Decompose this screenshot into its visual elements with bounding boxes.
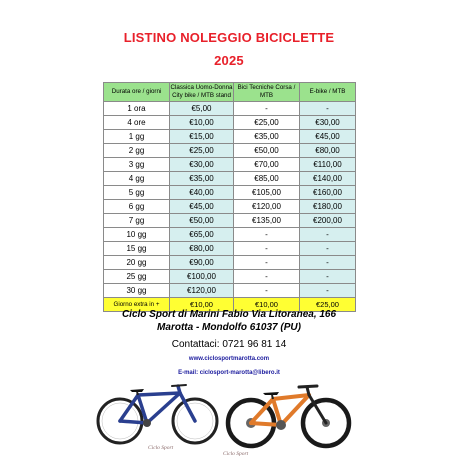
bike-saddle <box>263 392 279 395</box>
cell-classic-price: €15,00 <box>170 130 234 144</box>
cell-ebike-price: - <box>300 270 356 284</box>
page-year: 2025 <box>214 53 244 68</box>
mountain-bike-image <box>223 383 353 449</box>
cell-duration: 10 gg <box>104 228 170 242</box>
cell-duration: Giorno extra in + <box>104 298 170 312</box>
cell-classic-price: €40,00 <box>170 186 234 200</box>
header-classic: Classica Uomo-Donna City bike / MTB stand <box>170 83 234 102</box>
table-header-row <box>104 83 356 102</box>
cell-ebike-price: €140,00 <box>300 172 356 186</box>
cell-classic-price: €30,00 <box>170 158 234 172</box>
cell-classic-price: €65,00 <box>170 228 234 242</box>
cell-technical-price: - <box>234 102 300 116</box>
bike-brand-label-2: Ciclo Sport <box>223 451 249 457</box>
cell-duration: 4 gg <box>104 172 170 186</box>
page-title: LISTINO NOLEGGIO BICICLETTE <box>123 30 335 45</box>
bike-saddle <box>130 389 144 392</box>
header-ebike: E-bike / MTB <box>300 83 356 102</box>
cell-classic-price: €10,00 <box>170 116 234 130</box>
cell-technical-price: €105,00 <box>234 186 300 200</box>
table-row <box>104 228 356 242</box>
cell-duration: 4 ore <box>104 116 170 130</box>
cell-classic-price: €120,00 <box>170 284 234 298</box>
cell-technical-price: €25,00 <box>234 116 300 130</box>
table-row <box>104 200 356 214</box>
cell-technical-price: €50,00 <box>234 144 300 158</box>
table-row <box>104 172 356 186</box>
cell-ebike-price: €80,00 <box>300 144 356 158</box>
email-link[interactable]: E-mail: ciclosport-marotta@libero.it <box>178 370 280 376</box>
cell-ebike-price: - <box>300 256 356 270</box>
cell-technical-price: €70,00 <box>234 158 300 172</box>
cell-ebike-price: €25,00 <box>300 298 356 312</box>
cell-classic-price: €45,00 <box>170 200 234 214</box>
cell-duration: 2 gg <box>104 144 170 158</box>
table-row <box>104 102 356 116</box>
cell-ebike-price: €30,00 <box>300 116 356 130</box>
table-row <box>104 116 356 130</box>
cell-ebike-price: €160,00 <box>300 186 356 200</box>
website-link[interactable]: www.ciclosportmarotta.com <box>188 356 270 362</box>
cell-technical-price: - <box>234 228 300 242</box>
cell-duration: 1 ora <box>104 102 170 116</box>
cell-classic-price: €100,00 <box>170 270 234 284</box>
table-row <box>104 186 356 200</box>
cell-classic-price: €35,00 <box>170 172 234 186</box>
shop-address-line2: Marotta - Mondolfo 61037 (PU) <box>157 322 301 333</box>
cell-classic-price: €10,00 <box>170 298 234 312</box>
cell-classic-price: €80,00 <box>170 242 234 256</box>
cell-technical-price: €135,00 <box>234 214 300 228</box>
cell-duration: 20 gg <box>104 256 170 270</box>
cell-technical-price: - <box>234 284 300 298</box>
cell-technical-price: €85,00 <box>234 172 300 186</box>
table-row <box>104 242 356 256</box>
cell-ebike-price: - <box>300 228 356 242</box>
shop-address-line1: Ciclo Sport di Marini Fabio Via Litoranea, 166 <box>121 309 337 320</box>
cell-ebike-price: - <box>300 102 356 116</box>
cell-classic-price: €25,00 <box>170 144 234 158</box>
cell-duration: 3 gg <box>104 158 170 172</box>
cell-technical-price: €35,00 <box>234 130 300 144</box>
city-bike-image <box>92 381 222 447</box>
table-row <box>104 144 356 158</box>
table-row <box>104 214 356 228</box>
cell-ebike-price: €110,00 <box>300 158 356 172</box>
cell-ebike-price: - <box>300 242 356 256</box>
cell-duration: 25 gg <box>104 270 170 284</box>
bike-handlebar <box>172 385 186 386</box>
cell-technical-price: €10,00 <box>234 298 300 312</box>
header-duration: Durata ore / giorni <box>104 83 170 102</box>
cell-ebike-price: €180,00 <box>300 200 356 214</box>
table-row <box>104 256 356 270</box>
cell-classic-price: €5,00 <box>170 102 234 116</box>
cell-ebike-price: €200,00 <box>300 214 356 228</box>
cell-duration: 15 gg <box>104 242 170 256</box>
table-row <box>104 130 356 144</box>
cell-duration: 30 gg <box>104 284 170 298</box>
contact-phone: Contattaci: 0721 96 81 14 <box>171 339 287 350</box>
price-table <box>103 82 356 312</box>
table-row <box>104 270 356 284</box>
cell-duration: 5 gg <box>104 186 170 200</box>
cell-duration: 1 gg <box>104 130 170 144</box>
cell-duration: 6 gg <box>104 200 170 214</box>
cell-technical-price: - <box>234 242 300 256</box>
cell-ebike-price: €45,00 <box>300 130 356 144</box>
cell-duration: 7 gg <box>104 214 170 228</box>
cell-technical-price: - <box>234 270 300 284</box>
cell-technical-price: €120,00 <box>234 200 300 214</box>
table-row <box>104 158 356 172</box>
cell-classic-price: €90,00 <box>170 256 234 270</box>
cell-classic-price: €50,00 <box>170 214 234 228</box>
cell-technical-price: - <box>234 256 300 270</box>
bike-frame <box>120 386 195 423</box>
bike-brand-label-1: Ciclo Sport <box>148 445 174 451</box>
cell-ebike-price: - <box>300 284 356 298</box>
table-row <box>104 284 356 298</box>
header-technical: Bici Tecniche Corsa / MTB <box>234 83 300 102</box>
